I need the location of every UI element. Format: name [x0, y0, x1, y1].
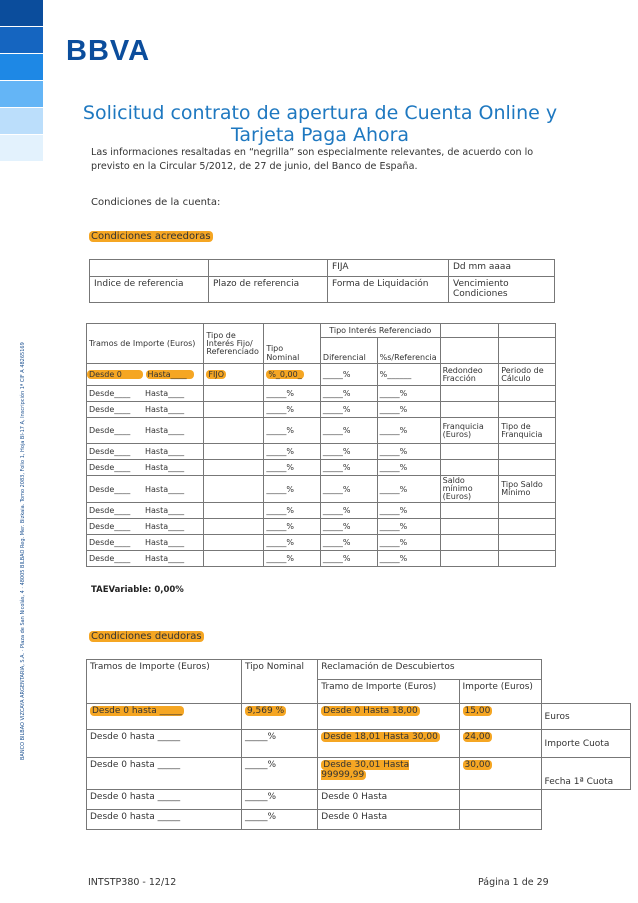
- table-row: Desde 0 hasta _____ _____% Desde 0 Hasta: [87, 790, 631, 810]
- table-row: Desde____ Hasta____ _____% _____% _____% Saldo mínimo (Euros) Tipo Saldo Mínimo: [87, 476, 556, 503]
- venc-header: Vencimiento Condiciones: [449, 277, 555, 303]
- plazo-header: Plazo de referencia: [209, 277, 328, 303]
- table-row: Desde____ Hasta____ _____% _____% _____%: [87, 535, 556, 551]
- table-row: Desde 0 hasta _____ 9,569 % Desde 0 Hasta 18,00 15,00 Euros: [87, 704, 631, 730]
- legal-vertical-text: BANCO BILBAO VIZCAYA ARGENTARIA, S.A. · Plaza de San Nicolás, 4 · 48005 BILBAO Reg. Mer. Bizkaia. Tomo 2083, Folio 1, Hoja BI-17 A, Inscripción 1ª CIF A 48265169: [20, 342, 26, 760]
- tipo-header: Tipo de Interés Fijo/ Referenciado: [204, 324, 264, 364]
- tramo-importe-header: Tramo de Importe (Euros): [318, 680, 459, 704]
- deud-tipo-header: Tipo Nominal: [241, 660, 317, 704]
- table-row: Desde____ Hasta____ _____% _____% _____%: [87, 386, 556, 402]
- recl-header: Reclamación de Descubiertos: [318, 660, 541, 680]
- periodo-label: Periodo de Cálculo: [499, 364, 556, 386]
- fija-cell: FIJA: [328, 260, 449, 277]
- table-row: Desde____ Hasta____ _____% _____% _____%: [87, 503, 556, 519]
- bbva-logo: BBVA: [66, 35, 151, 67]
- nominal-header: Tipo Nominal: [264, 324, 321, 364]
- importe-header: Importe (Euros): [459, 680, 541, 704]
- conditions-label: Condiciones de la cuenta:: [91, 197, 221, 208]
- footer-page: Página 1 de 29: [478, 877, 549, 888]
- intro-text: Las informaciones resaltadas en “negrilla” son especialmente relevantes, de acuerdo con lo previsto en la Circular 5/2012, de 27 de junio, del Banco de España.: [91, 147, 534, 172]
- taev-label: TAEVariable: 0,00%: [91, 585, 184, 595]
- table-row: Desde____ Hasta____ _____% _____% _____% Franquicia (Euros) Tipo de Franquicia: [87, 418, 556, 444]
- date-cell: Dd mm aaaa: [449, 260, 555, 277]
- tramos-acreedores-table: [86, 323, 556, 567]
- table-row: Desde____ Hasta____ _____% _____% _____%: [87, 444, 556, 460]
- redondeo-label: Redondeo Fracción: [440, 364, 499, 386]
- brand-square-2: [0, 27, 43, 53]
- brand-square-3: [0, 54, 43, 80]
- reference-table: [89, 259, 555, 303]
- indice-header: Indice de referencia: [90, 277, 209, 303]
- brand-square-1: [0, 0, 43, 26]
- ref-header: Tipo Interés Referenciado: [320, 324, 440, 338]
- footer-code: INTSTP380 - 12/12: [88, 877, 177, 888]
- table-row: Desde____ Hasta____ _____% _____% _____%: [87, 551, 556, 567]
- forma-header: Forma de Liquidación: [328, 277, 449, 303]
- tramos-header: Tramos de Importe (Euros): [87, 324, 204, 364]
- brand-square-4: [0, 81, 43, 107]
- tramos-deudores-table: [86, 659, 631, 830]
- brand-square-6: [0, 135, 43, 161]
- deud-tramos-header: Tramos de Importe (Euros): [87, 660, 242, 704]
- page-title: Solicitud contrato de apertura de Cuenta Online y Tarjeta Paga Ahora: [82, 102, 558, 146]
- table-row: Desde____ Hasta____ _____% _____% _____%: [87, 519, 556, 535]
- table-row: Desde 0 Hasta____ FIJO %_0,00_ _____% %______ Redondeo Fracción Periodo de Cálculo: [87, 364, 556, 386]
- section-acreedoras: Condiciones acreedoras: [91, 231, 211, 242]
- section-deudoras: Condiciones deudoras: [91, 631, 202, 642]
- brand-square-5: [0, 108, 43, 134]
- table-row: Desde____ Hasta____ _____% _____% _____%: [87, 402, 556, 418]
- table-row: Desde 0 hasta _____ _____% Desde 0 Hasta: [87, 810, 631, 830]
- table-row: Desde 0 hasta _____ _____% Desde 30,01 Hasta 99999,99 30,00 Fecha 1ª Cuota: [87, 758, 631, 790]
- table-row: Desde____ Hasta____ _____% _____% _____%: [87, 460, 556, 476]
- pct-header: %s/Referencia: [377, 338, 440, 364]
- dif-header: Diferencial: [320, 338, 377, 364]
- table-row: Desde 0 hasta _____ _____% Desde 18,01 Hasta 30,00 24,00 Importe Cuota: [87, 730, 631, 758]
